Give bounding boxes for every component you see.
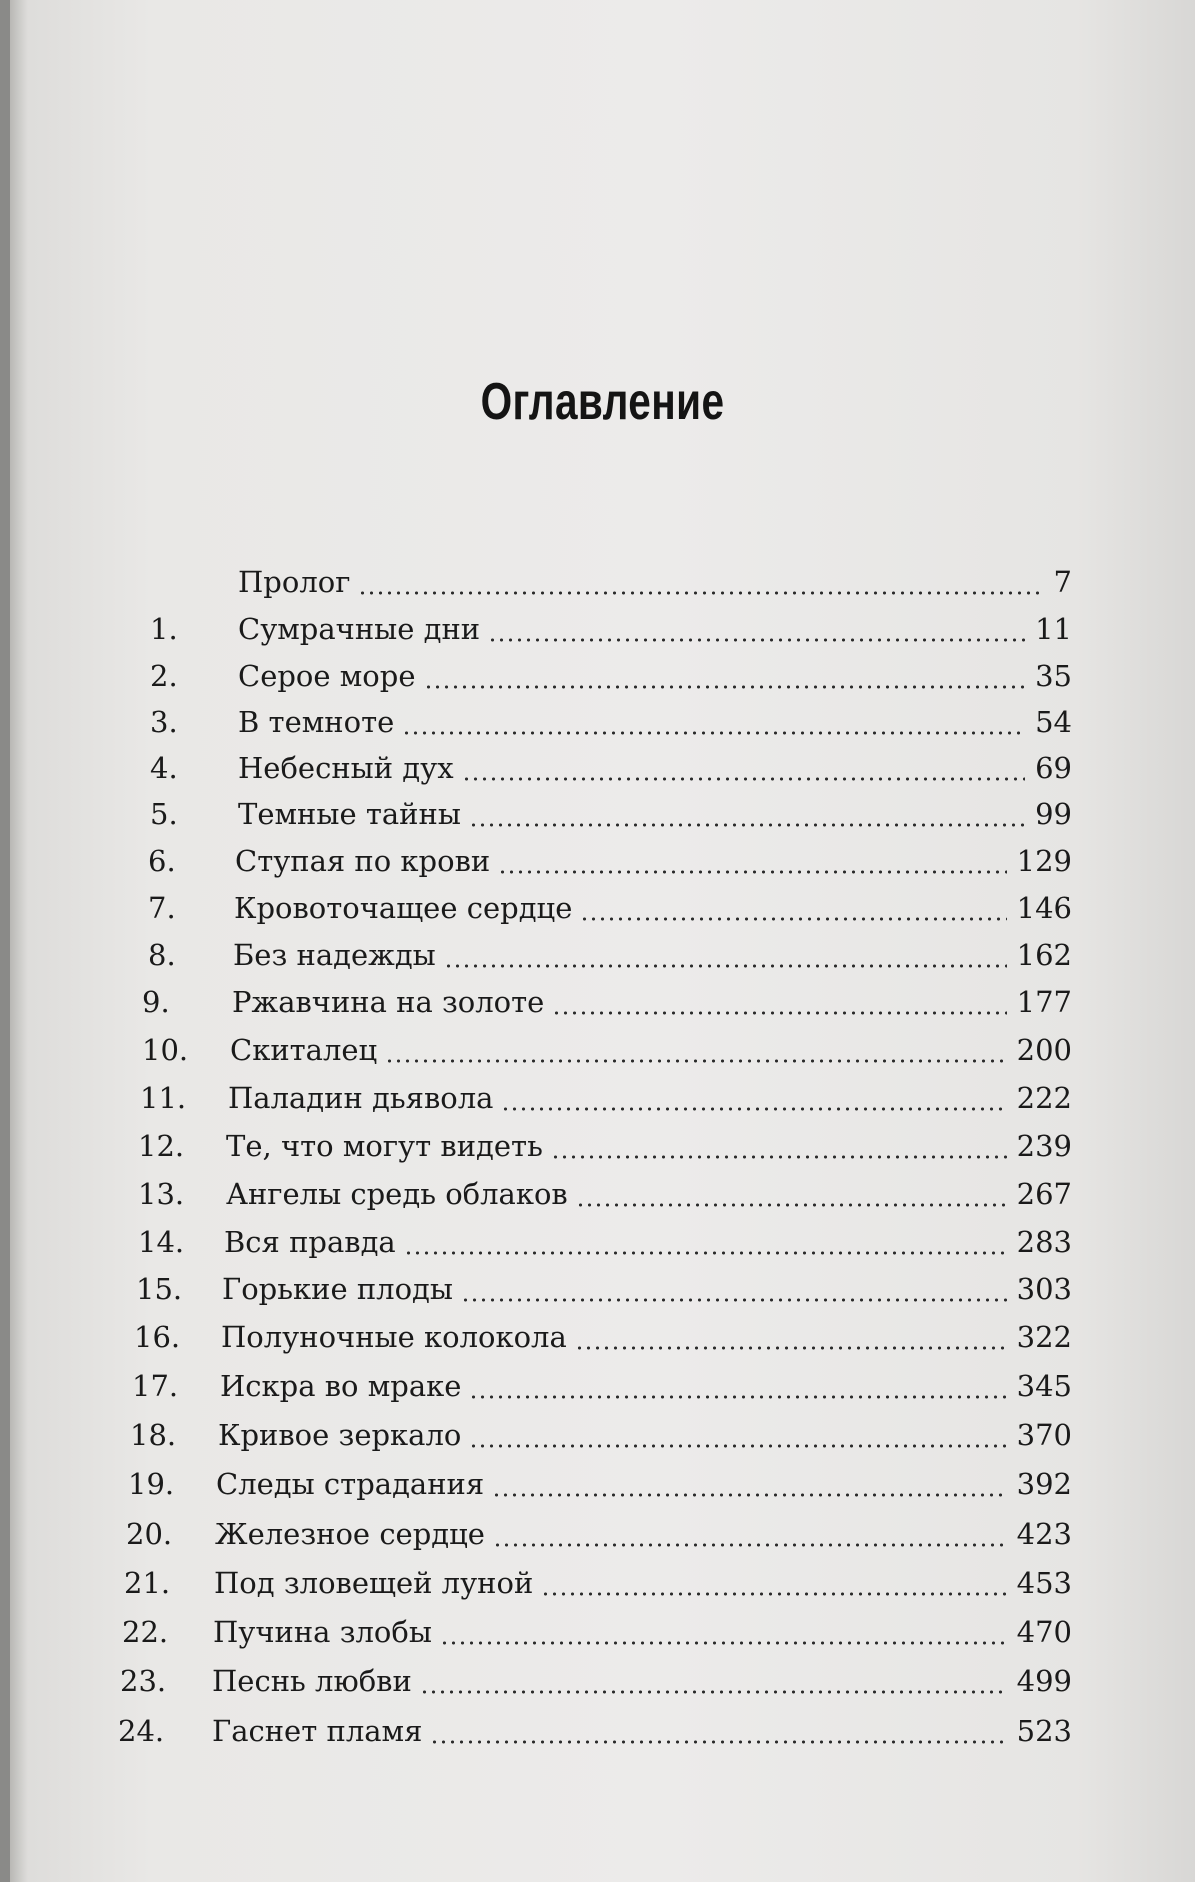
toc-entry-page: 200 xyxy=(1016,1033,1072,1067)
toc-entry-number: 21. xyxy=(124,1566,171,1600)
toc-entry xyxy=(118,1714,1072,1754)
toc-entry-number: 24. xyxy=(118,1714,165,1748)
toc-entry-number: 5. xyxy=(150,797,178,831)
toc-entry-page: 370 xyxy=(1016,1418,1072,1452)
toc-entry-title: Вся правда xyxy=(224,1225,396,1259)
toc-entry-number: 4. xyxy=(150,751,178,785)
toc-entry-number: 9. xyxy=(142,985,170,1019)
toc-entry-title: Пучина злобы xyxy=(213,1615,432,1649)
toc-entry xyxy=(126,1517,1072,1557)
toc-entry-title: Ступая по крови xyxy=(235,844,491,878)
toc-entry-page: 7 xyxy=(1053,565,1072,599)
book-page xyxy=(10,0,1195,1882)
toc-entry xyxy=(130,1418,1072,1458)
toc-entry-number: 10. xyxy=(142,1033,189,1067)
toc-entry xyxy=(134,1320,1072,1360)
toc-entry xyxy=(150,751,1072,791)
toc-entry xyxy=(148,891,1072,931)
toc-entry-page: 239 xyxy=(1016,1129,1072,1163)
toc-entry-title: Песнь любви xyxy=(212,1664,412,1698)
toc-entry-title: Небесный дух xyxy=(238,751,454,785)
toc-entry-page: 54 xyxy=(1035,705,1072,739)
toc-entry xyxy=(150,612,1072,652)
toc-entry-title: Горькие плоды xyxy=(222,1272,453,1306)
toc-entry-title: Пролог xyxy=(238,565,351,599)
toc-entry-number: 17. xyxy=(132,1369,179,1403)
toc-dot-leader xyxy=(440,1641,1007,1645)
toc-entry-page: 177 xyxy=(1016,985,1072,1019)
page-edge xyxy=(10,0,28,1882)
toc-entry xyxy=(150,565,1072,605)
toc-entry-page: 423 xyxy=(1016,1517,1072,1551)
toc-entry-number: 2. xyxy=(150,659,178,693)
toc-entry xyxy=(150,659,1072,699)
toc-dot-leader xyxy=(488,638,1025,642)
toc-entry xyxy=(138,1225,1072,1265)
toc-entry-number: 1. xyxy=(150,612,178,646)
toc-dot-leader xyxy=(430,1740,1006,1744)
toc-entry-page: 129 xyxy=(1016,844,1072,878)
toc-dot-leader xyxy=(461,1298,1007,1302)
toc-entry-title: Полуночные колокола xyxy=(221,1320,567,1354)
toc-dot-leader xyxy=(424,685,1026,689)
toc-entry xyxy=(138,1129,1072,1169)
toc-dot-leader xyxy=(469,1395,1006,1399)
toc-entry-page: 162 xyxy=(1016,938,1072,972)
toc-entry xyxy=(124,1566,1072,1606)
toc-entry-number: 13. xyxy=(138,1177,185,1211)
toc-dot-leader xyxy=(462,777,1026,781)
toc-entry-page: 303 xyxy=(1016,1272,1072,1306)
toc-entry-number: 22. xyxy=(122,1615,169,1649)
toc-dot-leader xyxy=(358,591,1043,595)
toc-entry-number: 18. xyxy=(130,1418,177,1452)
toc-entry-number: 20. xyxy=(126,1517,173,1551)
toc-entry xyxy=(150,705,1072,745)
toc-entry-page: 453 xyxy=(1016,1566,1072,1600)
toc-entry-number: 15. xyxy=(136,1272,183,1306)
toc-dot-leader xyxy=(493,1543,1007,1547)
toc-entry-title: Под зловещей луной xyxy=(214,1566,534,1600)
toc-entry-title: Те, что могут видеть xyxy=(226,1129,543,1163)
toc-dot-leader xyxy=(469,1444,1006,1448)
toc-entry-page: 470 xyxy=(1016,1615,1072,1649)
toc-entry-title: Темные тайны xyxy=(238,797,461,831)
toc-entry xyxy=(128,1467,1072,1507)
toc-dot-leader xyxy=(498,870,1006,874)
toc-entry-title: Ржавчина на золоте xyxy=(232,985,545,1019)
toc-entry xyxy=(140,1081,1072,1121)
toc-entry-number: 3. xyxy=(150,705,178,739)
toc-entry-page: 523 xyxy=(1016,1714,1072,1748)
toc-entry-title: В темноте xyxy=(238,705,395,739)
toc-entry-title: Кривое зеркало xyxy=(218,1418,462,1452)
toc-entry-number: 19. xyxy=(128,1467,175,1501)
toc-entry-title: Искра во мраке xyxy=(220,1369,462,1403)
toc-dot-leader xyxy=(404,1251,1007,1255)
toc-entry-title: Серое море xyxy=(238,659,416,693)
toc-entry-number: 16. xyxy=(134,1320,181,1354)
toc-entry-title: Кровоточащее сердце xyxy=(234,891,573,925)
toc-dot-leader xyxy=(576,1203,1007,1207)
toc-dot-leader xyxy=(492,1493,1006,1497)
toc-entry xyxy=(142,985,1072,1025)
toc-entry xyxy=(122,1615,1072,1655)
toc-entry-title: Скиталец xyxy=(230,1033,378,1067)
toc-dot-leader xyxy=(385,1059,1006,1063)
toc-entry-number: 14. xyxy=(138,1225,185,1259)
toc-entry-number: 23. xyxy=(120,1664,167,1698)
toc-entry-page: 146 xyxy=(1016,891,1072,925)
toc-entry-title: Ангелы средь облаков xyxy=(226,1177,568,1211)
page-title: Оглавление xyxy=(480,373,725,431)
toc-entry-title: Сумрачные дни xyxy=(238,612,481,646)
toc-entry-page: 283 xyxy=(1016,1225,1072,1259)
toc-dot-leader xyxy=(580,917,1006,921)
toc-entry-page: 392 xyxy=(1016,1467,1072,1501)
toc-entry xyxy=(136,1272,1072,1312)
toc-entry-number: 8. xyxy=(148,938,176,972)
toc-entry-number: 7. xyxy=(148,891,176,925)
toc-entry-page: 11 xyxy=(1035,612,1072,646)
toc-entry xyxy=(148,938,1072,978)
toc-dot-leader xyxy=(551,1155,1007,1159)
toc-entry-number: 12. xyxy=(138,1129,185,1163)
toc-entry-page: 345 xyxy=(1016,1369,1072,1403)
toc-entry-page: 69 xyxy=(1035,751,1072,785)
toc-dot-leader xyxy=(444,964,1007,968)
toc-dot-leader xyxy=(575,1346,1007,1350)
toc-dot-leader xyxy=(402,731,1025,735)
toc-entry-page: 99 xyxy=(1035,797,1072,831)
toc-entry-title: Без надежды xyxy=(233,938,436,972)
toc-entry xyxy=(142,1033,1072,1073)
toc-entry-page: 499 xyxy=(1016,1664,1072,1698)
toc-dot-leader xyxy=(541,1592,1006,1596)
toc-entry-title: Следы страдания xyxy=(216,1467,485,1501)
toc-entry-page: 222 xyxy=(1016,1081,1072,1115)
toc-dot-leader xyxy=(469,823,1025,827)
toc-entry-page: 267 xyxy=(1016,1177,1072,1211)
toc-entry xyxy=(120,1664,1072,1704)
toc-entry-title: Гаснет пламя xyxy=(212,1714,423,1748)
toc-dot-leader xyxy=(501,1107,1006,1111)
toc-entry xyxy=(138,1177,1072,1217)
toc-entry-title: Железное сердце xyxy=(215,1517,485,1551)
toc-entry xyxy=(150,797,1072,837)
toc-entry-page: 322 xyxy=(1016,1320,1072,1354)
toc-dot-leader xyxy=(420,1690,1007,1694)
toc-entry xyxy=(132,1369,1072,1409)
toc-entry-page: 35 xyxy=(1035,659,1072,693)
toc-entry xyxy=(148,844,1072,884)
toc-entry-number: 6. xyxy=(148,844,176,878)
toc-entry-number: 11. xyxy=(140,1081,187,1115)
toc-dot-leader xyxy=(552,1011,1006,1015)
toc-entry-title: Паладин дьявола xyxy=(228,1081,494,1115)
